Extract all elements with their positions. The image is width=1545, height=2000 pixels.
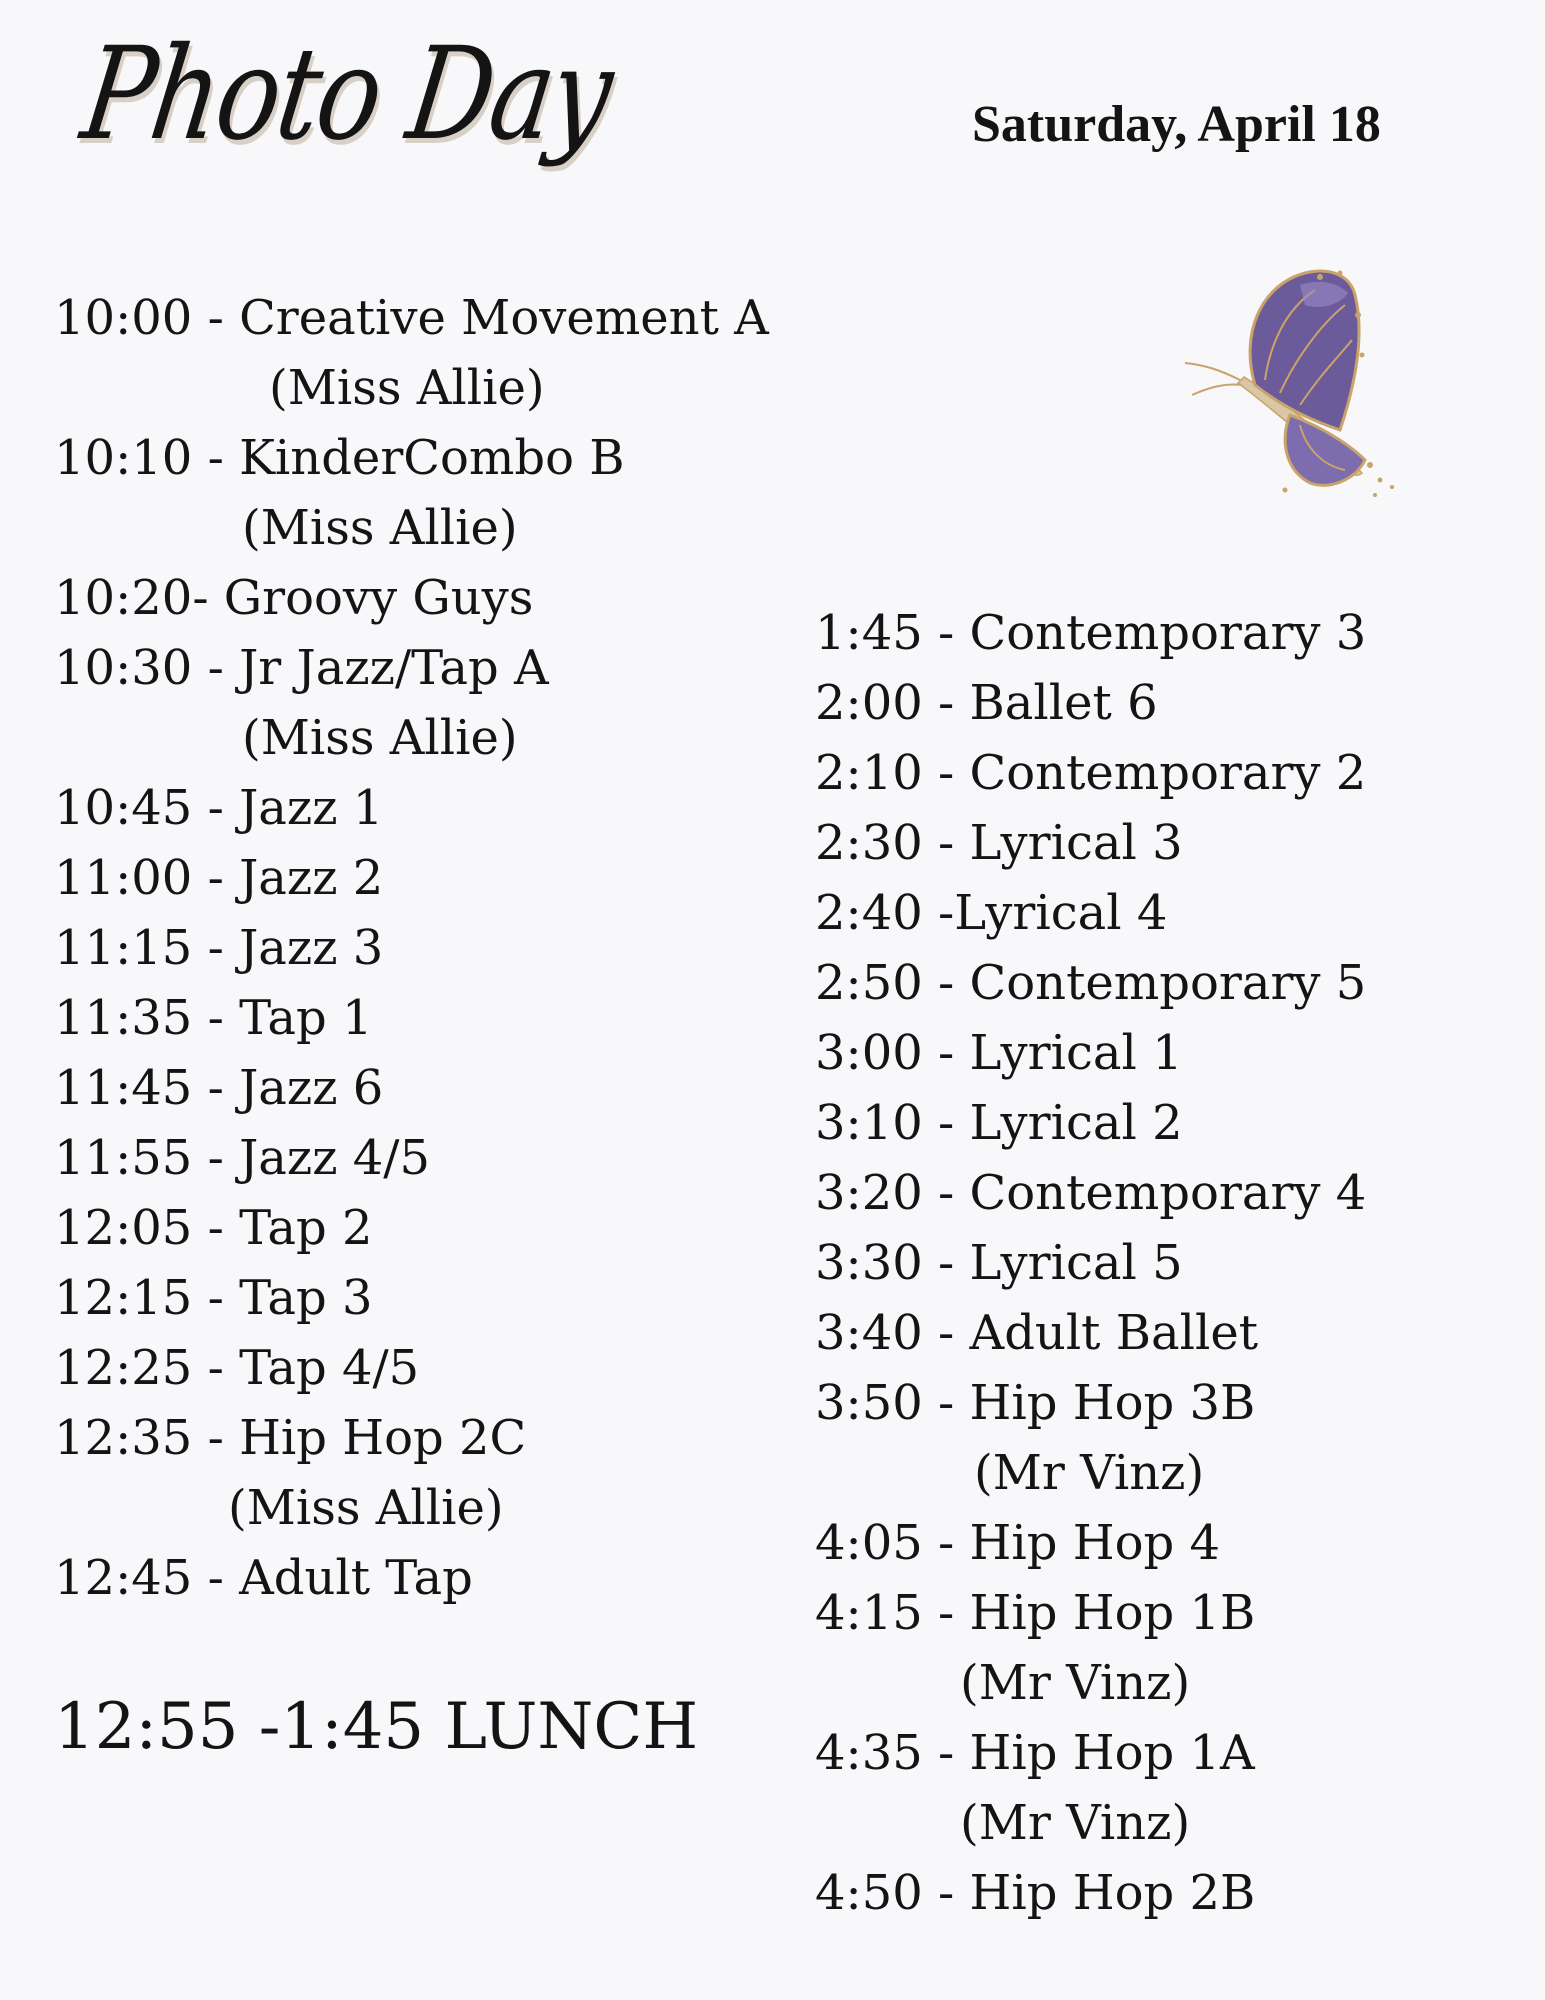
morning-schedule [54, 283, 769, 1613]
schedule-item: 3:00 - Lyrical 1 [815, 1025, 1183, 1081]
schedule-item: 12:05 - Tap 2 [54, 1200, 373, 1256]
schedule-item: 3:30 - Lyrical 5 [815, 1235, 1183, 1291]
afternoon-schedule [815, 598, 1366, 1928]
schedule-item-instructor: (Miss Allie) [269, 360, 545, 416]
schedule-item-instructor: (Mr Vinz) [960, 1655, 1191, 1711]
schedule-item: 1:45 - Contemporary 3 [815, 605, 1367, 661]
schedule-item: 12:45 - Adult Tap [54, 1550, 473, 1606]
schedule-item-instructor: (Miss Allie) [242, 500, 518, 556]
schedule-item: 11:15 - Jazz 3 [54, 920, 384, 976]
schedule-item: 11:00 - Jazz 2 [54, 850, 384, 906]
schedule-item: 2:30 - Lyrical 3 [815, 815, 1183, 871]
schedule-item: 10:00 - Creative Movement A [54, 290, 769, 346]
schedule-item: 4:50 - Hip Hop 2B [815, 1865, 1256, 1921]
schedule-item: 4:35 - Hip Hop 1A [815, 1725, 1255, 1781]
schedule-item: 11:35 - Tap 1 [54, 990, 373, 1046]
schedule-item: 4:15 - Hip Hop 1B [815, 1585, 1256, 1641]
schedule-item: 3:10 - Lyrical 2 [815, 1095, 1183, 1151]
butterfly-icon [1180, 265, 1410, 505]
schedule-item-instructor: (Miss Allie) [242, 710, 518, 766]
schedule-item: 3:40 - Adult Ballet [815, 1305, 1259, 1361]
schedule-item: 12:25 - Tap 4/5 [54, 1340, 420, 1396]
schedule-item: 2:00 - Ballet 6 [815, 675, 1158, 731]
schedule-item: 3:50 - Hip Hop 3B [815, 1375, 1256, 1431]
schedule-item: 2:40 -Lyrical 4 [815, 885, 1168, 941]
schedule-item: 2:10 - Contemporary 2 [815, 745, 1367, 801]
schedule-item-instructor: (Miss Allie) [228, 1480, 504, 1536]
schedule-item-instructor: (Mr Vinz) [960, 1795, 1191, 1851]
schedule-item: 12:15 - Tap 3 [54, 1270, 373, 1326]
lunch-break: 12:55 -1:45 LUNCH [54, 1690, 699, 1764]
schedule-item: 10:30 - Jr Jazz/Tap A [54, 640, 549, 696]
schedule-item: 11:45 - Jazz 6 [54, 1060, 384, 1116]
schedule-item: 11:55 - Jazz 4/5 [54, 1130, 431, 1186]
schedule-item-instructor: (Mr Vinz) [974, 1445, 1205, 1501]
schedule-item: 10:20- Groovy Guys [54, 570, 534, 626]
schedule-item: 4:05 - Hip Hop 4 [815, 1515, 1220, 1571]
schedule-item: 10:45 - Jazz 1 [54, 780, 384, 836]
schedule-item: 3:20 - Contemporary 4 [815, 1165, 1367, 1221]
page-title: Photo Day [74, 20, 620, 169]
schedule-item: 12:35 - Hip Hop 2C [54, 1410, 527, 1466]
schedule-item: 2:50 - Contemporary 5 [815, 955, 1367, 1011]
event-date: Saturday, April 18 [972, 96, 1381, 153]
schedule-item: 10:10 - KinderCombo B [54, 430, 625, 486]
